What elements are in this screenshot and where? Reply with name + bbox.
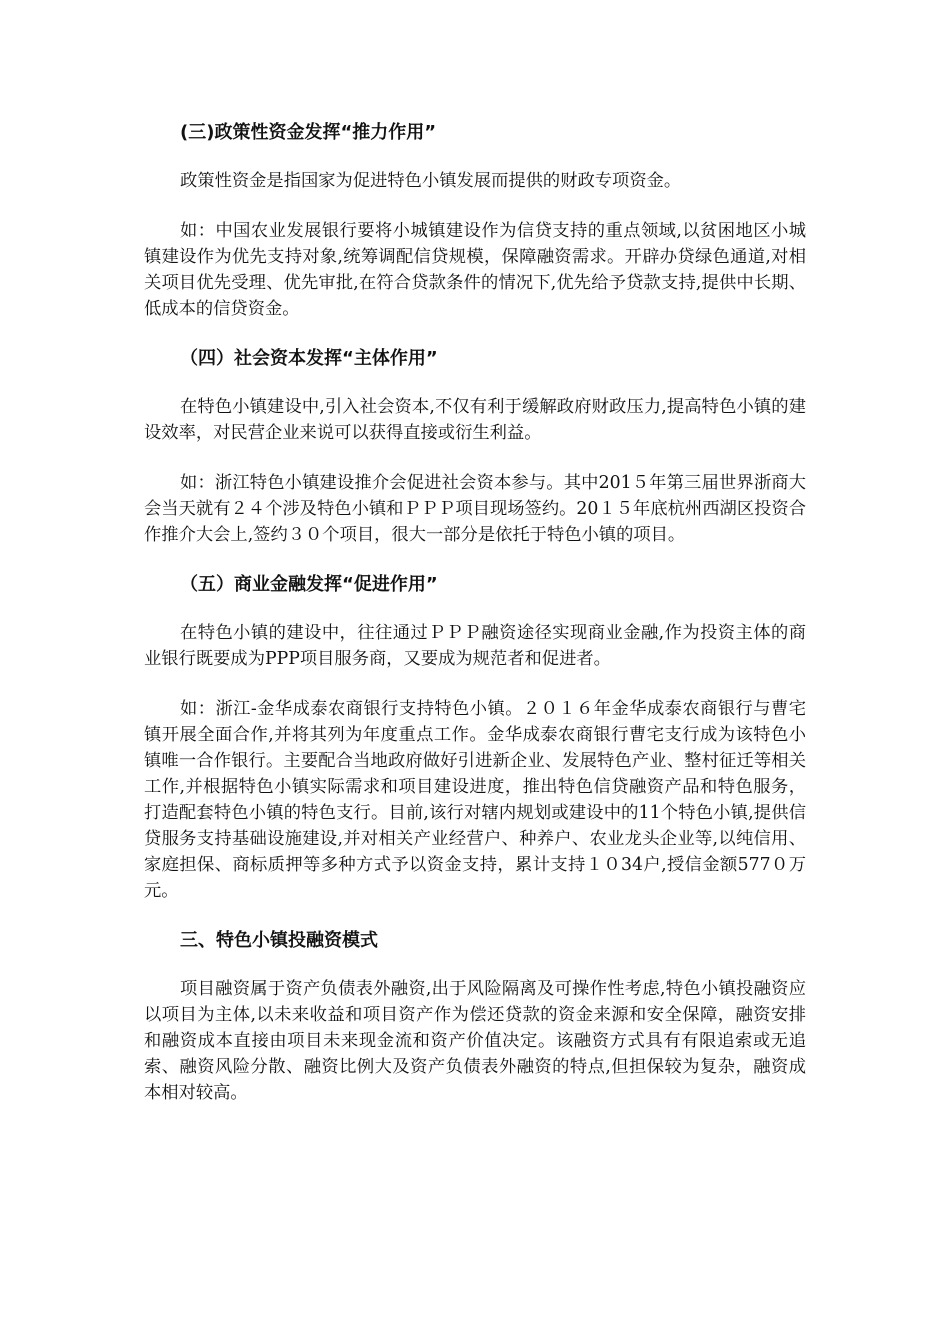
paragraph: 政策性资金是指国家为促进特色小镇发展而提供的财政专项资金。 (180, 171, 682, 191)
paragraph: 如：浙江特色小镇建设推介会促进社会资本参与。其中201５年第三届世界浙商大会当天就有２４个涉及特色小镇和ＰＰＰ项目现场签约。20１５年底杭州西湖区投资合作推介大会上,签约３０个项目，很大一部分是依托于特色小镇的项目。 (144, 473, 806, 545)
document-body (144, 120, 806, 1130)
section-heading-policy-funds: (三)政策性资金发挥“推力作用” (180, 122, 437, 143)
section-heading-social-capital: （四）社会资本发挥“主体作用” (180, 348, 438, 369)
paragraph: 在特色小镇的建设中，往往通过ＰＰＰ融资途径实现商业金融,作为投资主体的商业银行既要成为PPP项目服务商，又要成为规范者和促进者。 (144, 623, 806, 669)
section-heading-financing-model: 三、特色小镇投融资模式 (180, 930, 378, 951)
paragraph: 在特色小镇建设中,引入社会资本,不仅有利于缓解政府财政压力,提高特色小镇的建设效率，对民营企业来说可以获得直接或衍生利益。 (144, 397, 806, 443)
paragraph: 如：浙江-金华成泰农商银行支持特色小镇。２０１６年金华成泰农商银行与曹宅镇开展全面合作,并将其列为年度重点工作。金华成泰农商银行曹宅支行成为该特色小镇唯一合作银行。主要配合当地政府做好引进新企业、发展特色产业、整村征迁等相关工作,并根据特色小镇实际需求和项目建设进度，推出特色信贷融资产品和特色服务，打造配套特色小镇的特色支行。目前,该行对辖内规划或建设中的11个特色小镇,提供信贷服务支持基础设施建设,并对相关产业经营户、种养户、农业龙头企业等,以纯信用、家庭担保、商标质押等多种方式予以资金支持，累计支持１０34户,授信金额577０万元。 (144, 699, 806, 901)
paragraph: 项目融资属于资产负债表外融资,出于风险隔离及可操作性考虑,特色小镇投融资应以项目为主体,以未来收益和项目资产作为偿还贷款的资金来源和安全保障，融资安排和融资成本直接由项目未来现金流和资产价值决定。该融资方式具有有限追索或无追索、融资风险分散、融资比例大及资产负债表外融资的特点,但担保较为复杂，融资成本相对较高。 (144, 979, 806, 1103)
section-heading-commercial-finance: （五）商业金融发挥“促进作用” (180, 574, 438, 595)
paragraph: 如：中国农业发展银行要将小城镇建设作为信贷支持的重点领域,以贫困地区小城镇建设作为优先支持对象,统筹调配信贷规模，保障融资需求。开辟办贷绿色通道,对相关项目优先受理、优先审批,在符合贷款条件的情况下,优先给予贷款支持,提供中长期、低成本的信贷资金。 (144, 221, 806, 319)
